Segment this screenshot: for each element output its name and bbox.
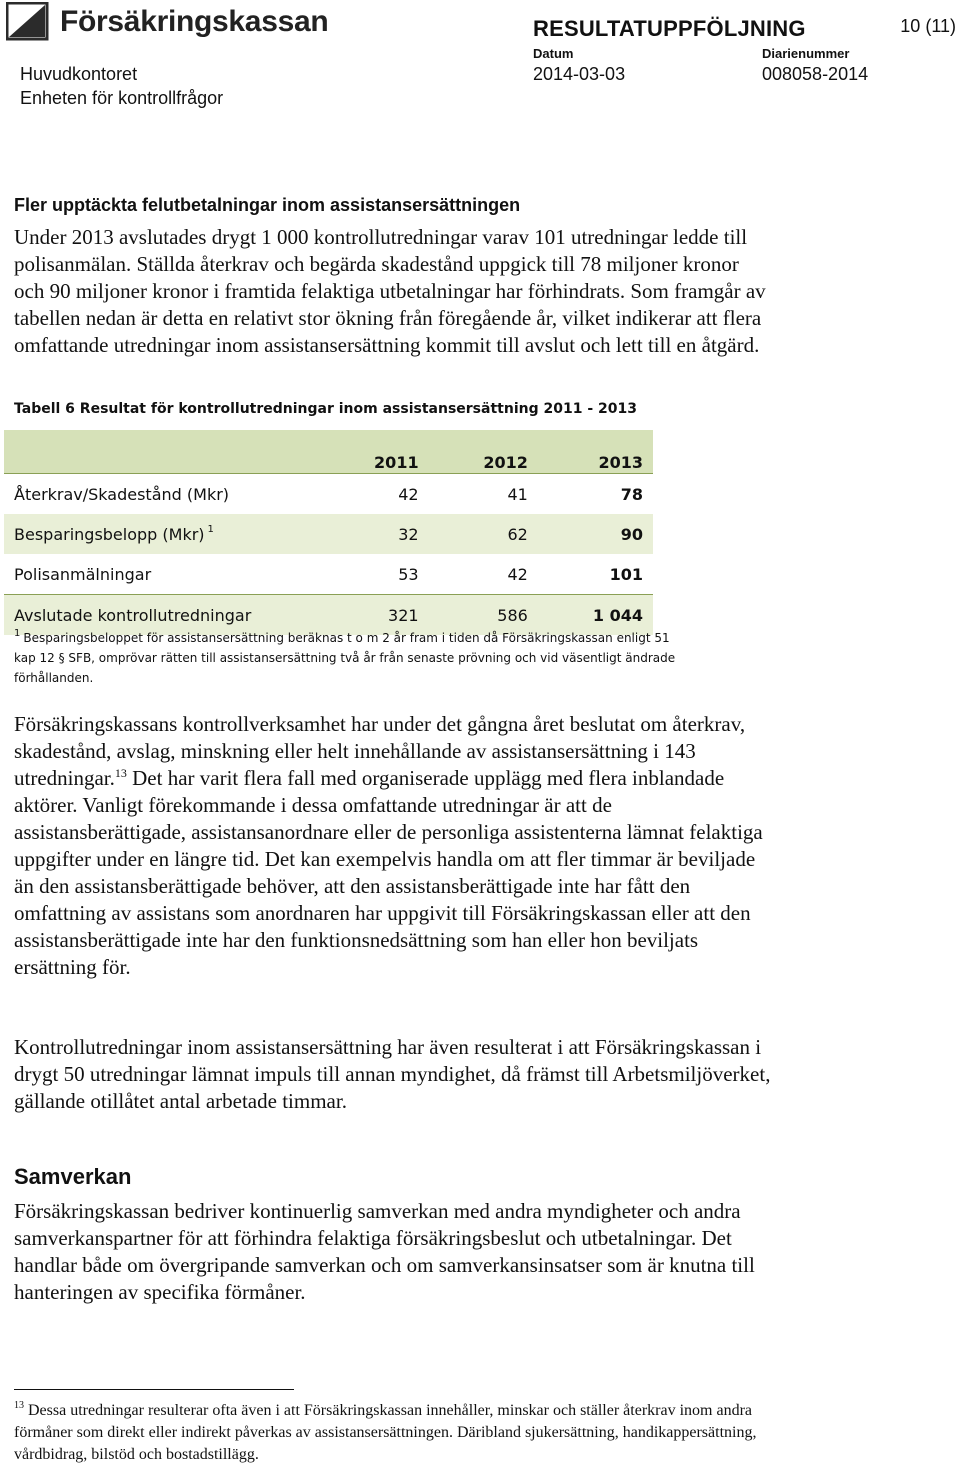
page-number: 10 (11) [900, 16, 956, 36]
table-cell: 62 [507, 524, 528, 544]
registration-label: Diarienummer [762, 46, 850, 61]
footnote [14, 1400, 774, 1466]
footnote-reference: 13 [114, 766, 127, 780]
row-label-footnote-marker: 1 [207, 523, 214, 535]
date-label: Datum [533, 46, 574, 61]
paragraph-text: Det har varit flera fall med organiserade upplägg med flera inblandade aktörer. Vanligt förekommande i dessa omfattande utredningar är att de assistansberättigade, assistansanordnare eller de personliga assistenterna lämnat felaktiga uppgifter under en längre tid. Det kan exempelvis handla om att fler timmar är beviljade än den assistansberättigade behöver, att den assistansberättigade inte har fått den omfattning av assistans som anordnaren har uppgivit till Försäkringskassan eller att den assistansberättigade inte har den funktionsnedsättning som han eller hon beviljats ersättning för. [14, 766, 763, 979]
table-header-row [4, 430, 653, 474]
table-cell: 586 [497, 605, 528, 625]
table-note-text: Besparingsbeloppet för assistansersättning beräknas t o m 2 år fram i tiden då Försäkringskassan enligt 51 kap 12 § SFB, omprövar rätten till assistansersättning två år från senaste prövning och vid väsentligt ändrade förhållanden. [14, 631, 676, 685]
table-cell: 101 [609, 564, 644, 584]
results-table [4, 430, 653, 635]
row-label: Avslutade kontrollutredningar [14, 605, 252, 625]
footnote-number: 13 [14, 1400, 24, 1411]
table-cell: 1 044 [592, 605, 644, 625]
table-caption: Tabell 6 Resultat för kontrollutredningar inom assistansersättning 2011 - 2013 [14, 401, 637, 417]
row-label: Polisanmälningar [14, 564, 152, 584]
column-header: 2011 [374, 453, 419, 472]
document-title: RESULTATUPPFÖLJNING [533, 16, 806, 41]
table-cell: 78 [620, 484, 644, 504]
table-note [14, 628, 694, 688]
department-name: Huvudkontoret [20, 64, 138, 84]
section-paragraph: Under 2013 avslutades drygt 1 000 kontrollutredningar varav 101 utredningar ledde till polisanmälan. Ställda återkrav och begärda skadestånd uppgick till 78 miljoner kronor och 90 miljoner kronor i framtida felaktiga utbetalningar har förhindrats. Som framgår av tabellen nedan är detta en relativt stor ökning från föregående år, vilket indikerar att flera omfattande utredningar inom assistansersättning kommit till avslut och lett till en åtgärd. [14, 225, 766, 357]
section-paragraph: Försäkringskassan bedriver kontinuerlig samverkan med andra myndigheter och andra samverkanspartner för att förhindra felaktiga försäkringsbeslut och utbetalningar. Det handlar både om övergripande samverkan och om samverkansinsatser som är knutna till hanteringen av specifika förmåner. [14, 1199, 755, 1304]
column-header: 2013 [598, 453, 644, 472]
agency-logo [6, 2, 328, 42]
table-cell: 42 [507, 564, 528, 584]
table-cell: 42 [398, 484, 419, 504]
brand-name: Försäkringskassan [60, 5, 329, 38]
agency-emblem-icon [6, 2, 50, 42]
column-header: 2012 [483, 453, 528, 472]
footnote-text: Dessa utredningar resulterar ofta även i att Försäkringskassan innehåller, minskar och ställer återkrav inom andra förmåner som direkt eller indirekt påverkas av assistansersättningen. Däribland sjukersättning, handikappersättning, vårdbidrag, bilstöd och bostadstillägg. [14, 1402, 757, 1463]
table-row [4, 514, 653, 554]
table-cell: 53 [398, 564, 419, 584]
section-heading-felutbetalningar: Fler upptäckta felutbetalningar inom assistansersättningen [14, 195, 521, 215]
table-cell: 321 [388, 605, 419, 625]
registration-value: 008058-2014 [762, 64, 869, 84]
row-label: Återkrav/Skadestånd (Mkr) [14, 484, 230, 504]
table-row [4, 474, 653, 514]
table-cell: 90 [620, 524, 644, 544]
table-note-marker: 1 [14, 628, 21, 639]
table-cell: 32 [398, 524, 419, 544]
table-cell: 41 [507, 484, 528, 504]
table-row [4, 554, 653, 595]
section-paragraph [14, 711, 774, 981]
date-value: 2014-03-03 [533, 64, 626, 84]
paragraph-text: Försäkringskassans kontrollverksamhet har under det gångna året beslutat om återkrav, skadestånd, avslag, minskning eller helt innehållande av assistansersättning i 143 utredningar. [14, 712, 746, 790]
footnote-divider [14, 1389, 294, 1390]
section-paragraph: Kontrollutredningar inom assistansersättning har även resulterat i att Försäkringskassan i drygt 50 utredningar lämnat impuls till annan myndighet, då främst till Arbetsmiljöverket, gällande otillåtet antal arbetade timmar. [14, 1035, 771, 1113]
section-heading-samverkan: Samverkan [14, 1164, 132, 1189]
unit-name: Enheten för kontrollfrågor [20, 88, 224, 108]
row-label: Besparingsbelopp (Mkr) [14, 524, 205, 544]
